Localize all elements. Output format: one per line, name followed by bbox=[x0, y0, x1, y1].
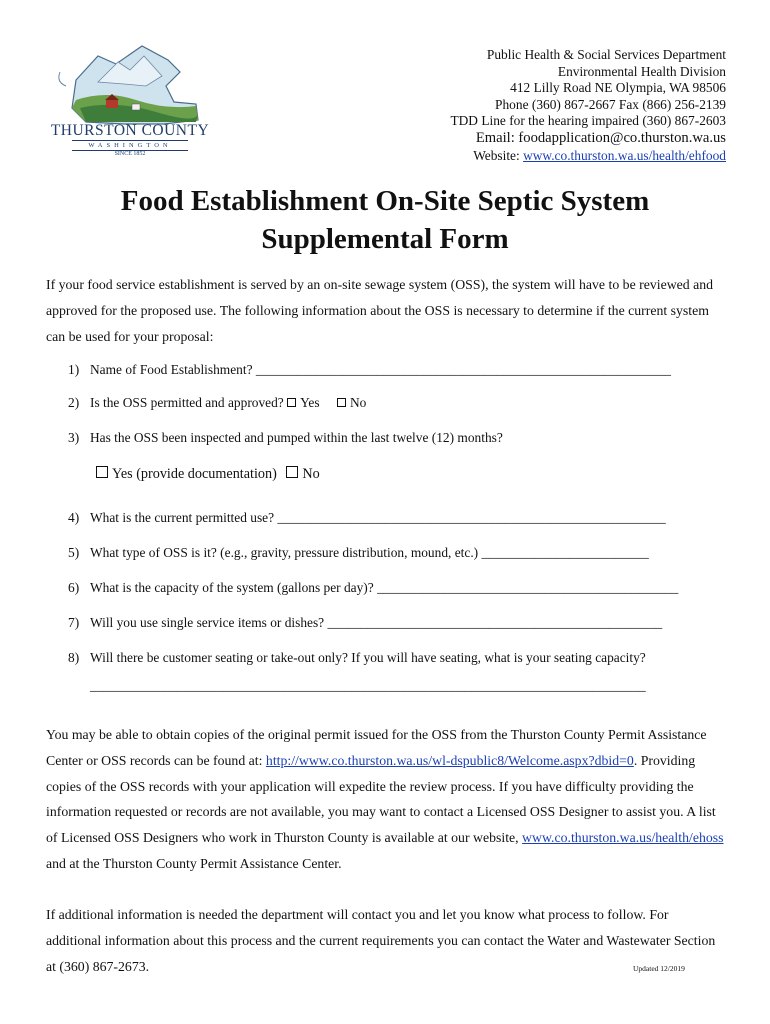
capacity-field[interactable]: _____________________________________________ bbox=[377, 580, 679, 595]
paragraph-text: You may be able to obtain copies of the original permit issued for the OSS from the Thurston County Permit Assistance Center or OSS records can be found at: bbox=[46, 727, 707, 768]
question-3-options bbox=[96, 466, 320, 483]
question-number: 5) bbox=[68, 545, 80, 560]
question-text: What is the capacity of the system (gallons per day)? bbox=[90, 580, 378, 595]
oss-type-field[interactable]: _________________________ bbox=[481, 545, 649, 560]
question-number: 6) bbox=[68, 580, 80, 595]
yes-label: Yes (provide documentation) bbox=[112, 466, 277, 482]
no-label: No bbox=[349, 395, 367, 410]
question-number: 8) bbox=[68, 650, 80, 665]
department-name: Public Health & Social Services Department bbox=[486, 47, 726, 62]
yes-checkbox[interactable] bbox=[96, 466, 108, 478]
division-name: Environmental Health Division bbox=[557, 63, 726, 79]
website-link[interactable]: www.co.thurston.wa.us/health/ehfood bbox=[523, 147, 726, 163]
no-checkbox[interactable] bbox=[286, 466, 298, 478]
permitted-use-field[interactable]: __________________________________________________________ bbox=[277, 510, 666, 525]
question-1 bbox=[68, 362, 671, 378]
question-number: 2) bbox=[68, 395, 80, 410]
seating-capacity-field[interactable]: ___________________________________________________________________________________ bbox=[90, 678, 646, 693]
question-number: 7) bbox=[68, 615, 80, 630]
question-number: 3) bbox=[68, 430, 80, 445]
title-line-1: Food Establishment On-Site Septic System bbox=[120, 185, 650, 217]
records-link[interactable]: http://www.co.thurston.wa.us/wl-dspublic8/Welcome.aspx?dbid=0 bbox=[265, 752, 634, 768]
paragraph-text: and at the Thurston County Permit Assistance Center. bbox=[46, 855, 342, 871]
question-number: 4) bbox=[68, 510, 80, 525]
updated-date: Updated 12/2019 bbox=[633, 964, 685, 973]
no-label: No bbox=[302, 466, 320, 482]
question-8 bbox=[68, 650, 646, 666]
yes-checkbox[interactable] bbox=[287, 398, 296, 407]
email: Email: foodapplication@co.thurston.wa.us bbox=[475, 129, 726, 146]
logo-since: SINCE 1852 bbox=[114, 151, 146, 157]
contact-paragraph: If additional information is needed the department will contact you and let you know what process to follow. For additional information about this process and the current requirements you can contact the Water and Wastewater Section at (360) 867-2673. bbox=[46, 907, 716, 974]
question-text: What is the current permitted use? bbox=[90, 510, 278, 525]
question-text: Has the OSS been inspected and pumped within the last twelve (12) months? bbox=[90, 430, 503, 445]
service-items-field[interactable]: __________________________________________________ bbox=[327, 615, 663, 630]
logo-county-name: THURSTON COUNTY bbox=[50, 122, 210, 139]
question-text: Is the OSS permitted and approved? bbox=[90, 395, 288, 410]
contact-header bbox=[450, 47, 726, 164]
question-2 bbox=[68, 395, 366, 411]
question-number: 1) bbox=[68, 362, 80, 377]
question-3 bbox=[68, 430, 503, 446]
question-7 bbox=[68, 615, 662, 631]
tdd-line: TDD Line for the hearing impaired (360) 867-2603 bbox=[450, 113, 726, 129]
intro-paragraph: If your food service establishment is served by an on-site sewage system (OSS), the system will have to be reviewed and approved for the proposed use. The following information about the OSS is necessary to determine if the current system can be used for your proposal: bbox=[46, 277, 714, 344]
question-text: Will you use single service items or dishes? bbox=[90, 615, 328, 630]
logo-state: WASHINGTON bbox=[72, 140, 188, 151]
ehoss-link[interactable]: www.co.thurston.wa.us/health/ehoss bbox=[522, 830, 724, 846]
question-text: Will there be customer seating or take-out only? If you will have seating, what is your seating capacity? bbox=[90, 650, 646, 665]
address: 412 Lilly Road NE Olympia, WA 98506 bbox=[510, 80, 726, 96]
yes-label: Yes bbox=[300, 395, 320, 410]
paragraph-text: . Providing copies of the OSS records with your application will expedite the review process. If you have difficulty providing the information requested or records are not available, you may want to contact a Licensed OSS Designer to assist you. A list of Licensed OSS Designers who work in Thurston County is available at our website, bbox=[46, 752, 716, 846]
phone-fax: Phone (360) 867-2667 Fax (866) 256-2139 bbox=[495, 96, 726, 112]
question-6 bbox=[68, 580, 678, 596]
establishment-name-field[interactable]: ______________________________________________________________ bbox=[255, 362, 671, 377]
question-text: Name of Food Establishment? bbox=[90, 362, 256, 377]
records-paragraph bbox=[46, 722, 726, 877]
question-5 bbox=[68, 545, 649, 561]
website-label: Website: bbox=[473, 147, 524, 163]
question-4 bbox=[68, 510, 666, 526]
question-text: What type of OSS is it? (e.g., gravity, pressure distribution, mound, etc.) bbox=[90, 545, 482, 560]
title-line-2: Supplemental Form bbox=[261, 223, 509, 255]
form-title bbox=[0, 182, 770, 258]
website-line bbox=[450, 148, 726, 165]
no-checkbox[interactable] bbox=[337, 398, 346, 407]
